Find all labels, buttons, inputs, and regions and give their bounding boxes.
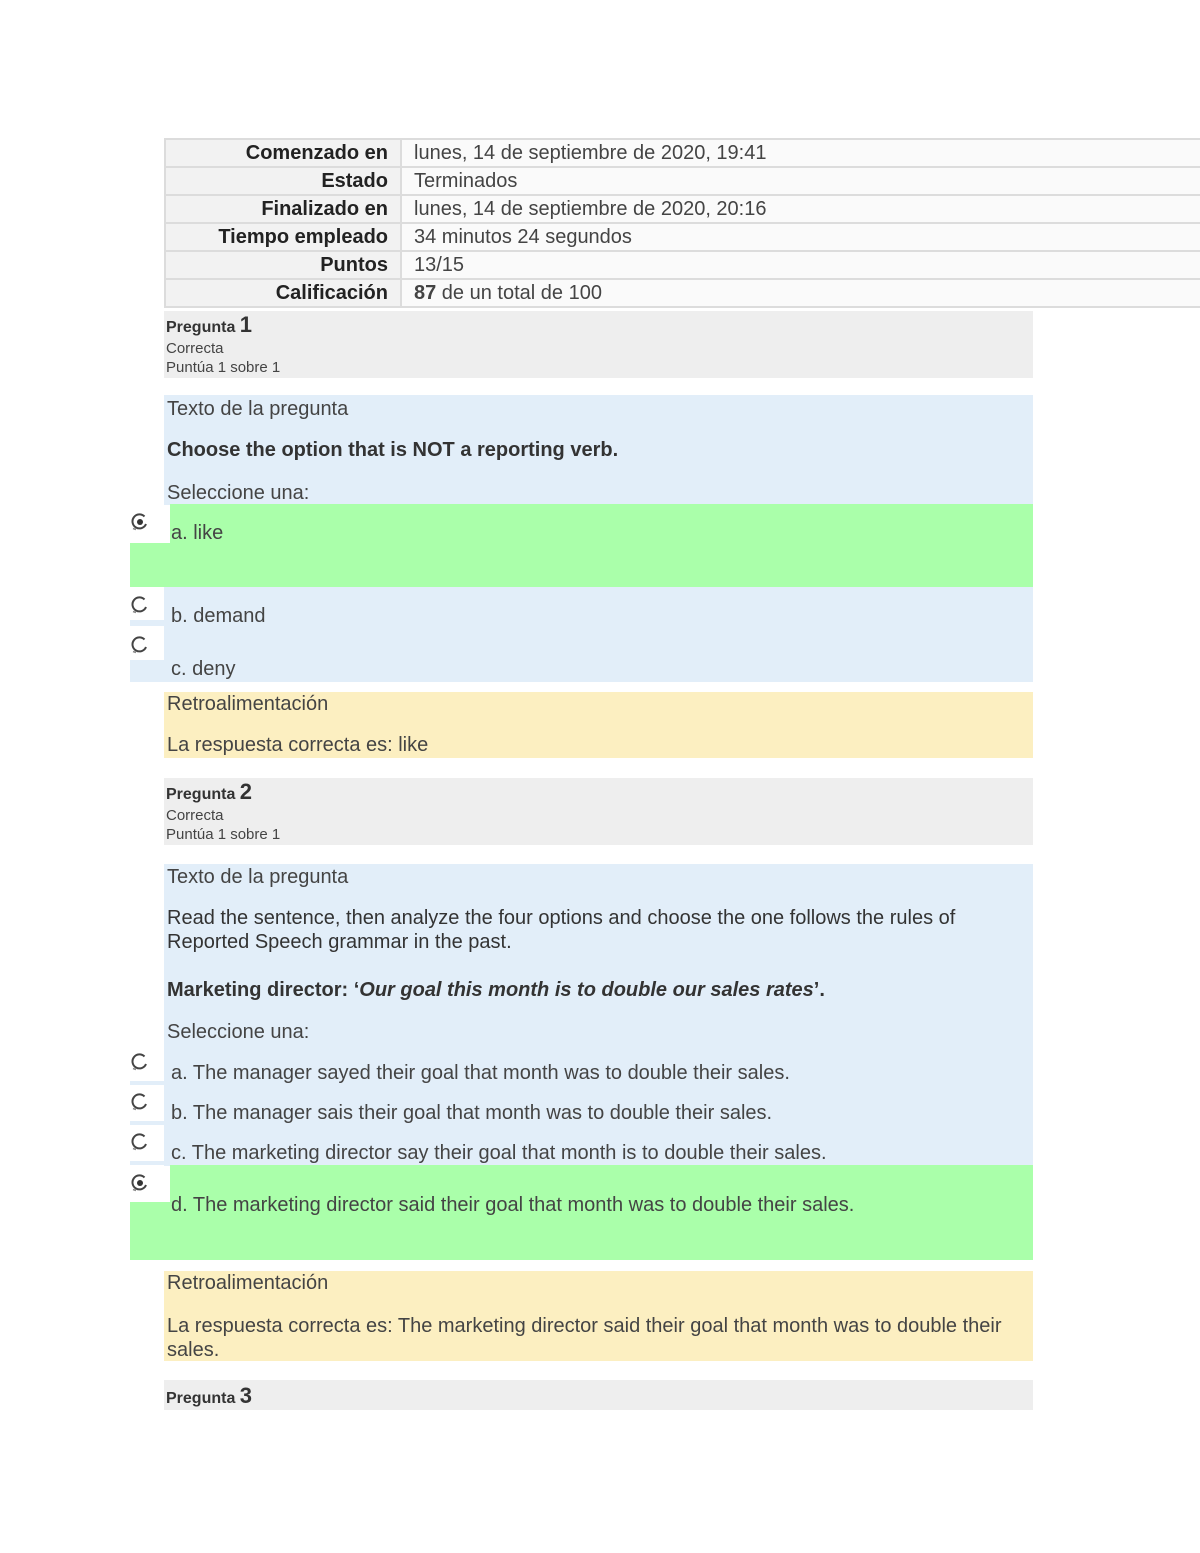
question-text-label: Texto de la pregunta <box>167 866 349 888</box>
radio-underline <box>130 1161 170 1165</box>
summary-key: Tiempo empleado <box>165 223 401 251</box>
answer-option[interactable]: c. The marketing director say their goal that month is to double their sales. <box>171 1142 827 1164</box>
question-3-header <box>164 1380 1033 1410</box>
radio-underline <box>130 660 170 682</box>
radio-underline <box>130 1121 170 1125</box>
summary-key: Estado <box>165 167 401 195</box>
answer-option[interactable]: a. The manager sayed their goal that month was to double their sales. <box>171 1062 790 1084</box>
question-label: Pregunta <box>166 1390 236 1407</box>
question-score: Puntúa 1 sobre 1 <box>166 359 281 376</box>
radio-selected-icon[interactable] <box>131 513 149 531</box>
option-highlight-correct-margin <box>130 543 170 587</box>
question-state: Correcta <box>166 340 224 357</box>
question-state: Correcta <box>166 807 224 824</box>
question-label: Pregunta <box>166 786 236 803</box>
feedback-label: Retroalimentación <box>167 693 329 715</box>
feedback-label: Retroalimentación <box>167 1272 329 1294</box>
question-text-label: Texto de la pregunta <box>167 398 349 420</box>
summary-value: 13/15 <box>401 251 1200 279</box>
answer-option[interactable]: a. like <box>171 522 224 544</box>
question-prompt: Read the sentence, then analyze the four options and choose the one follows the rules of Reported Speech grammar in the past. <box>167 907 956 953</box>
option-highlight-correct <box>170 504 1033 587</box>
summary-row <box>165 167 1200 195</box>
answer-option[interactable]: b. demand <box>171 605 266 627</box>
radio-icon[interactable] <box>131 636 149 654</box>
options-background <box>164 587 1033 682</box>
option-highlight-correct-margin <box>130 1202 170 1260</box>
radio-underline <box>130 1081 170 1085</box>
summary-key: Finalizado en <box>165 195 401 223</box>
radio-icon[interactable] <box>131 1133 149 1151</box>
question-number: 3 <box>239 1383 253 1408</box>
summary-row <box>165 251 1200 279</box>
summary-value: lunes, 14 de septiembre de 2020, 19:41 <box>401 139 1200 167</box>
summary-value <box>401 279 1200 307</box>
quote-speaker: Marketing director: ‘ <box>167 979 360 1001</box>
attempt-summary-table <box>164 138 1200 308</box>
summary-key: Puntos <box>165 251 401 279</box>
radio-icon[interactable] <box>131 1093 149 1111</box>
summary-key: Calificación <box>165 279 401 307</box>
answer-option[interactable]: b. The manager sais their goal that month was to double their sales. <box>171 1102 773 1124</box>
feedback-text: La respuesta correcta es: like <box>167 734 429 756</box>
grade-total: de un total de 100 <box>436 281 602 304</box>
question-number: 2 <box>239 779 253 804</box>
question-prompt: Choose the option that is NOT a reporting verb. <box>167 439 619 461</box>
quote-end: ’. <box>813 979 825 1001</box>
select-one-label: Seleccione una: <box>167 482 310 504</box>
answer-option[interactable]: d. The marketing director said their goal that month was to double their sales. <box>171 1194 855 1216</box>
select-one-label: Seleccione una: <box>167 1021 310 1043</box>
radio-selected-icon[interactable] <box>131 1174 149 1192</box>
quote-line <box>167 978 1027 1002</box>
question-label: Pregunta <box>166 319 236 336</box>
radio-underline <box>130 620 170 626</box>
summary-key: Comenzado en <box>165 139 401 167</box>
radio-icon[interactable] <box>131 596 149 614</box>
summary-row <box>165 223 1200 251</box>
summary-row-grade <box>165 279 1200 307</box>
radio-icon[interactable] <box>131 1053 149 1071</box>
grade-value: 87 <box>414 281 437 304</box>
summary-value: lunes, 14 de septiembre de 2020, 20:16 <box>401 195 1200 223</box>
summary-value: Terminados <box>401 167 1200 195</box>
summary-row <box>165 195 1200 223</box>
summary-value: 34 minutos 24 segundos <box>401 223 1200 251</box>
summary-row <box>165 139 1200 167</box>
answer-option[interactable]: c. deny <box>171 658 236 680</box>
question-number: 1 <box>239 312 253 337</box>
question-2-header <box>164 778 1033 845</box>
quote-text: Our goal this month is to double our sales rates <box>359 979 814 1001</box>
feedback-text: La respuesta correcta es: The marketing director said their goal that month was to double their sales. <box>167 1315 1002 1361</box>
question-1-header <box>164 311 1033 378</box>
question-score: Puntúa 1 sobre 1 <box>166 826 281 843</box>
